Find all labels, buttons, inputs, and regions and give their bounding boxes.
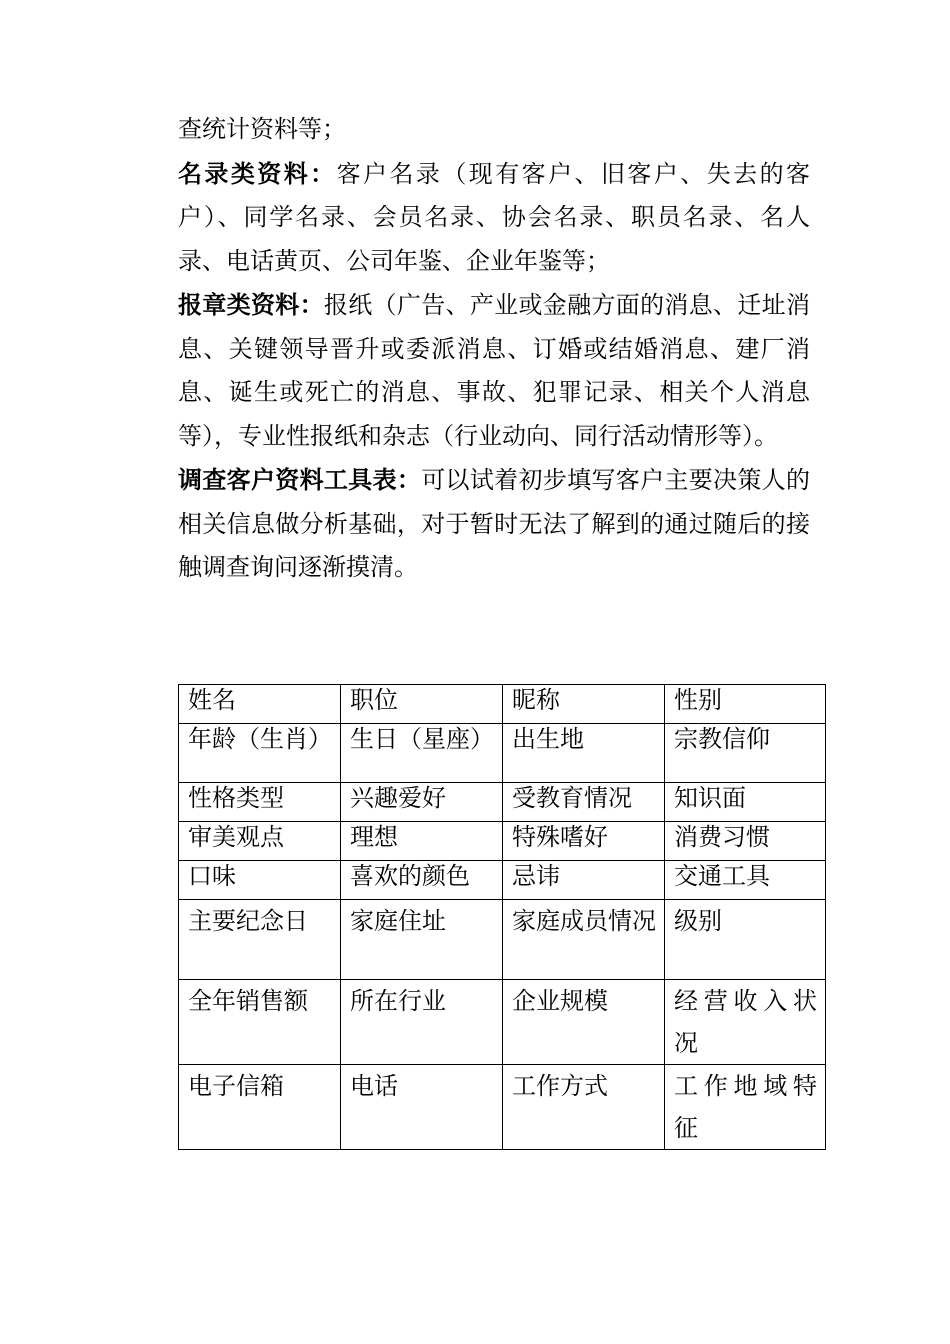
table-row xyxy=(179,685,826,724)
paragraph-label: 报章类资料： xyxy=(178,290,324,319)
table-cell: 知识面 xyxy=(665,783,826,822)
paragraph-press-sources xyxy=(178,283,810,458)
table-cell: 喜欢的颜色 xyxy=(341,861,503,900)
table-cell: 消费习惯 xyxy=(665,822,826,861)
table-cell: 电子信箱 xyxy=(179,1065,341,1150)
paragraph-text: 查统计资料等； xyxy=(178,115,346,143)
paragraph-text: 客户名录（现有客户、旧客户、失去的客户）、同学名录、会员名录、协会名录、职员名录、名人录、电话黄页、公司年鉴、企业年鉴等； xyxy=(178,159,810,275)
table-cell: 工作方式 xyxy=(503,1065,665,1150)
table-row xyxy=(179,861,826,900)
paragraph-label: 名录类资料： xyxy=(178,158,337,188)
table-cell: 全年销售额 xyxy=(179,980,341,1065)
table-cell: 工作地域特征 xyxy=(665,1065,826,1150)
table-cell: 经营收入状况 xyxy=(665,980,826,1065)
table-cell: 所在行业 xyxy=(341,980,503,1065)
table-cell: 特殊嗜好 xyxy=(503,822,665,861)
table-row xyxy=(179,783,826,822)
table-cell: 主要纪念日 xyxy=(179,900,341,980)
table-cell: 家庭住址 xyxy=(341,900,503,980)
table-cell: 昵称 xyxy=(503,685,665,724)
table-cell: 企业规模 xyxy=(503,980,665,1065)
table-row xyxy=(179,1065,826,1150)
table-cell: 姓名 xyxy=(179,685,341,724)
paragraph-label: 调查客户资料工具表： xyxy=(178,465,422,494)
table-cell: 职位 xyxy=(341,685,503,724)
table-row xyxy=(179,980,826,1065)
table-cell: 兴趣爱好 xyxy=(341,783,503,822)
table-cell: 受教育情况 xyxy=(503,783,665,822)
paragraph-survey-tool xyxy=(178,458,810,590)
paragraph-text: 可以试着初步填写客户主要决策人的相关信息做分析基础，对于暂时无法了解到的通过随后的接触调查询问逐渐摸清。 xyxy=(178,466,811,581)
table-cell: 理想 xyxy=(341,822,503,861)
table-cell: 年龄（生肖） xyxy=(179,724,341,783)
body-text xyxy=(178,108,810,590)
table-cell: 口味 xyxy=(179,861,341,900)
table-cell: 性别 xyxy=(665,685,826,724)
table-cell: 电话 xyxy=(341,1065,503,1150)
table-cell: 性格类型 xyxy=(179,783,341,822)
table-row xyxy=(179,822,826,861)
paragraph-continuation xyxy=(178,108,810,152)
table-cell: 出生地 xyxy=(503,724,665,783)
table-cell: 交通工具 xyxy=(665,861,826,900)
table-row xyxy=(179,900,826,980)
table-cell: 家庭成员情况 xyxy=(503,900,665,980)
table-cell: 忌讳 xyxy=(503,861,665,900)
paragraph-directory-sources xyxy=(178,152,810,284)
customer-info-table xyxy=(178,684,826,1150)
table-cell: 级别 xyxy=(665,900,826,980)
table-row xyxy=(179,724,826,783)
table-cell: 审美观点 xyxy=(179,822,341,861)
table-cell: 宗教信仰 xyxy=(665,724,826,783)
paragraph-text: 报纸（广告、产业或金融方面的消息、迁址消息、关键领导晋升或委派消息、订婚或结婚消息、建厂消息、诞生或死亡的消息、事故、犯罪记录、相关个人消息等），专业性报纸和杂志（行业动向、同行活动情形等）。 xyxy=(178,291,811,450)
table-cell: 生日（星座） xyxy=(341,724,503,783)
